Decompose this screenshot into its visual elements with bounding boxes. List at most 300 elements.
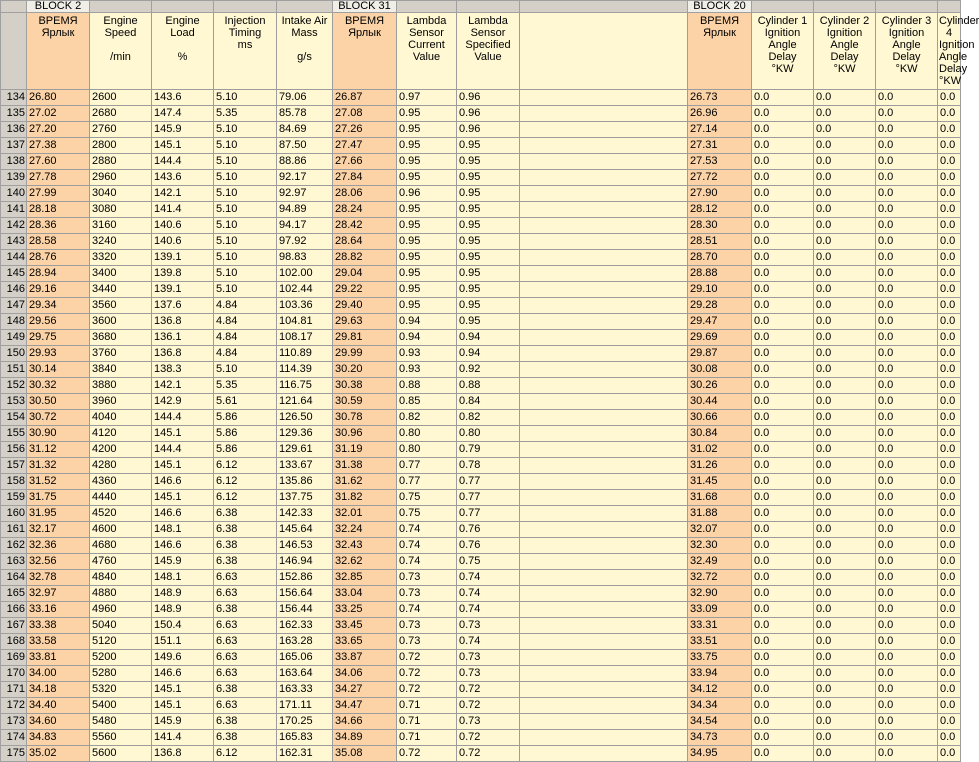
- injection-timing-cell[interactable]: 4.84: [214, 330, 277, 346]
- time-b-cell[interactable]: 28.82: [333, 250, 397, 266]
- time-a-cell[interactable]: 28.58: [27, 234, 90, 250]
- lambda-current-cell[interactable]: 0.96: [397, 186, 457, 202]
- empty-cell[interactable]: [520, 634, 688, 650]
- engine-speed-cell[interactable]: 3560: [90, 298, 152, 314]
- engine-speed-cell[interactable]: 4520: [90, 506, 152, 522]
- cylinder-3-cell[interactable]: 0.0: [876, 490, 938, 506]
- lambda-specified-cell[interactable]: 0.79: [457, 442, 520, 458]
- cylinder-3-cell[interactable]: 0.0: [876, 714, 938, 730]
- header-cylinder-3[interactable]: Cylinder 3 Ignition Angle Delay °KW: [876, 13, 938, 90]
- cylinder-2-cell[interactable]: 0.0: [814, 746, 876, 762]
- cylinder-2-cell[interactable]: 0.0: [814, 186, 876, 202]
- cylinder-1-cell[interactable]: 0.0: [752, 170, 814, 186]
- cylinder-4-cell[interactable]: 0.0: [938, 106, 961, 122]
- time-b-cell[interactable]: 33.04: [333, 586, 397, 602]
- time-b-cell[interactable]: 29.99: [333, 346, 397, 362]
- cylinder-4-cell[interactable]: 0.0: [938, 122, 961, 138]
- row-number[interactable]: 173: [1, 714, 27, 730]
- lambda-current-cell[interactable]: 0.73: [397, 586, 457, 602]
- injection-timing-cell[interactable]: 5.10: [214, 362, 277, 378]
- cylinder-2-cell[interactable]: 0.0: [814, 250, 876, 266]
- time-a-cell[interactable]: 27.60: [27, 154, 90, 170]
- lambda-current-cell[interactable]: 0.73: [397, 618, 457, 634]
- engine-speed-cell[interactable]: 3880: [90, 378, 152, 394]
- engine-speed-cell[interactable]: 5040: [90, 618, 152, 634]
- time-a-cell[interactable]: 34.18: [27, 682, 90, 698]
- cylinder-3-cell[interactable]: 0.0: [876, 106, 938, 122]
- cylinder-2-cell[interactable]: 0.0: [814, 378, 876, 394]
- injection-timing-cell[interactable]: 6.38: [214, 714, 277, 730]
- row-number[interactable]: 149: [1, 330, 27, 346]
- intake-air-mass-cell[interactable]: 163.28: [277, 634, 333, 650]
- cylinder-2-cell[interactable]: 0.0: [814, 474, 876, 490]
- lambda-current-cell[interactable]: 0.74: [397, 538, 457, 554]
- row-number[interactable]: 139: [1, 170, 27, 186]
- cylinder-1-cell[interactable]: 0.0: [752, 410, 814, 426]
- lambda-current-cell[interactable]: 0.80: [397, 442, 457, 458]
- intake-air-mass-cell[interactable]: 94.89: [277, 202, 333, 218]
- lambda-specified-cell[interactable]: 0.75: [457, 554, 520, 570]
- intake-air-mass-cell[interactable]: 103.36: [277, 298, 333, 314]
- time-b-cell[interactable]: 27.26: [333, 122, 397, 138]
- cylinder-1-cell[interactable]: 0.0: [752, 154, 814, 170]
- row-number[interactable]: 155: [1, 426, 27, 442]
- lambda-specified-cell[interactable]: 0.73: [457, 714, 520, 730]
- cylinder-4-cell[interactable]: 0.0: [938, 682, 961, 698]
- cylinder-1-cell[interactable]: 0.0: [752, 442, 814, 458]
- lambda-current-cell[interactable]: 0.95: [397, 154, 457, 170]
- row-number[interactable]: 167: [1, 618, 27, 634]
- time-c-cell[interactable]: 28.70: [688, 250, 752, 266]
- cylinder-3-cell[interactable]: 0.0: [876, 618, 938, 634]
- cylinder-1-cell[interactable]: 0.0: [752, 474, 814, 490]
- lambda-current-cell[interactable]: 0.94: [397, 330, 457, 346]
- time-c-cell[interactable]: 28.88: [688, 266, 752, 282]
- lambda-current-cell[interactable]: 0.80: [397, 426, 457, 442]
- injection-timing-cell[interactable]: 6.63: [214, 698, 277, 714]
- engine-load-cell[interactable]: 144.4: [152, 442, 214, 458]
- time-a-cell[interactable]: 29.75: [27, 330, 90, 346]
- cylinder-3-cell[interactable]: 0.0: [876, 90, 938, 106]
- engine-load-cell[interactable]: 145.1: [152, 458, 214, 474]
- intake-air-mass-cell[interactable]: 162.33: [277, 618, 333, 634]
- empty-cell[interactable]: [520, 170, 688, 186]
- cylinder-4-cell[interactable]: 0.0: [938, 138, 961, 154]
- cylinder-4-cell[interactable]: 0.0: [938, 266, 961, 282]
- cylinder-4-cell[interactable]: 0.0: [938, 346, 961, 362]
- cylinder-4-cell[interactable]: 0.0: [938, 650, 961, 666]
- cylinder-3-cell[interactable]: 0.0: [876, 602, 938, 618]
- cylinder-2-cell[interactable]: 0.0: [814, 506, 876, 522]
- time-b-cell[interactable]: 29.40: [333, 298, 397, 314]
- cylinder-3-cell[interactable]: 0.0: [876, 730, 938, 746]
- time-b-cell[interactable]: 27.47: [333, 138, 397, 154]
- cylinder-1-cell[interactable]: 0.0: [752, 714, 814, 730]
- lambda-current-cell[interactable]: 0.75: [397, 506, 457, 522]
- cylinder-2-cell[interactable]: 0.0: [814, 698, 876, 714]
- cylinder-3-cell[interactable]: 0.0: [876, 554, 938, 570]
- intake-air-mass-cell[interactable]: 165.83: [277, 730, 333, 746]
- header-cylinder-4[interactable]: Cylinder 4 Ignition Angle Delay °KW: [938, 13, 961, 90]
- injection-timing-cell[interactable]: 6.63: [214, 666, 277, 682]
- engine-speed-cell[interactable]: 3760: [90, 346, 152, 362]
- engine-load-cell[interactable]: 136.8: [152, 314, 214, 330]
- engine-speed-cell[interactable]: 3960: [90, 394, 152, 410]
- lambda-current-cell[interactable]: 0.94: [397, 314, 457, 330]
- time-c-cell[interactable]: 33.09: [688, 602, 752, 618]
- injection-timing-cell[interactable]: 5.10: [214, 234, 277, 250]
- injection-timing-cell[interactable]: 5.61: [214, 394, 277, 410]
- row-number[interactable]: 170: [1, 666, 27, 682]
- time-c-cell[interactable]: 32.49: [688, 554, 752, 570]
- cylinder-4-cell[interactable]: 0.0: [938, 570, 961, 586]
- time-a-cell[interactable]: 33.58: [27, 634, 90, 650]
- intake-air-mass-cell[interactable]: 85.78: [277, 106, 333, 122]
- empty-cell[interactable]: [520, 602, 688, 618]
- row-number[interactable]: 151: [1, 362, 27, 378]
- time-a-cell[interactable]: 29.93: [27, 346, 90, 362]
- row-number[interactable]: 161: [1, 522, 27, 538]
- lambda-current-cell[interactable]: 0.95: [397, 122, 457, 138]
- engine-speed-cell[interactable]: 3600: [90, 314, 152, 330]
- engine-load-cell[interactable]: 145.1: [152, 490, 214, 506]
- engine-speed-cell[interactable]: 3320: [90, 250, 152, 266]
- cylinder-4-cell[interactable]: 0.0: [938, 154, 961, 170]
- engine-speed-cell[interactable]: 4600: [90, 522, 152, 538]
- time-a-cell[interactable]: 27.99: [27, 186, 90, 202]
- cylinder-1-cell[interactable]: 0.0: [752, 362, 814, 378]
- engine-speed-cell[interactable]: 5480: [90, 714, 152, 730]
- time-c-cell[interactable]: 28.51: [688, 234, 752, 250]
- cylinder-1-cell[interactable]: 0.0: [752, 282, 814, 298]
- cylinder-2-cell[interactable]: 0.0: [814, 666, 876, 682]
- injection-timing-cell[interactable]: 6.38: [214, 602, 277, 618]
- lambda-current-cell[interactable]: 0.72: [397, 682, 457, 698]
- cylinder-4-cell[interactable]: 0.0: [938, 698, 961, 714]
- time-a-cell[interactable]: 30.72: [27, 410, 90, 426]
- empty-cell[interactable]: [520, 458, 688, 474]
- injection-timing-cell[interactable]: 5.10: [214, 282, 277, 298]
- injection-timing-cell[interactable]: 6.63: [214, 650, 277, 666]
- time-c-cell[interactable]: 32.30: [688, 538, 752, 554]
- empty-cell[interactable]: [520, 474, 688, 490]
- injection-timing-cell[interactable]: 6.38: [214, 506, 277, 522]
- engine-load-cell[interactable]: 145.9: [152, 122, 214, 138]
- row-number[interactable]: 140: [1, 186, 27, 202]
- cylinder-4-cell[interactable]: 0.0: [938, 282, 961, 298]
- cylinder-3-cell[interactable]: 0.0: [876, 426, 938, 442]
- lambda-specified-cell[interactable]: 0.95: [457, 314, 520, 330]
- time-a-cell[interactable]: 32.97: [27, 586, 90, 602]
- lambda-specified-cell[interactable]: 0.95: [457, 154, 520, 170]
- cylinder-1-cell[interactable]: 0.0: [752, 186, 814, 202]
- engine-load-cell[interactable]: 151.1: [152, 634, 214, 650]
- cylinder-3-cell[interactable]: 0.0: [876, 634, 938, 650]
- engine-load-cell[interactable]: 146.6: [152, 538, 214, 554]
- lambda-current-cell[interactable]: 0.71: [397, 730, 457, 746]
- intake-air-mass-cell[interactable]: 146.53: [277, 538, 333, 554]
- time-b-cell[interactable]: 31.38: [333, 458, 397, 474]
- injection-timing-cell[interactable]: 5.10: [214, 186, 277, 202]
- row-number[interactable]: 142: [1, 218, 27, 234]
- lambda-specified-cell[interactable]: 0.96: [457, 90, 520, 106]
- engine-load-cell[interactable]: 146.6: [152, 666, 214, 682]
- time-c-cell[interactable]: 26.96: [688, 106, 752, 122]
- time-a-cell[interactable]: 27.38: [27, 138, 90, 154]
- time-a-cell[interactable]: 27.20: [27, 122, 90, 138]
- cylinder-2-cell[interactable]: 0.0: [814, 314, 876, 330]
- engine-speed-cell[interactable]: 4120: [90, 426, 152, 442]
- time-c-cell[interactable]: 31.45: [688, 474, 752, 490]
- block-label-a[interactable]: BLOCK 2: [27, 1, 90, 13]
- engine-speed-cell[interactable]: 2680: [90, 106, 152, 122]
- time-c-cell[interactable]: 30.66: [688, 410, 752, 426]
- row-number[interactable]: 157: [1, 458, 27, 474]
- time-c-cell[interactable]: 29.87: [688, 346, 752, 362]
- engine-speed-cell[interactable]: 3840: [90, 362, 152, 378]
- empty-cell[interactable]: [520, 90, 688, 106]
- empty-cell[interactable]: [520, 522, 688, 538]
- lambda-specified-cell[interactable]: 0.95: [457, 170, 520, 186]
- intake-air-mass-cell[interactable]: 108.17: [277, 330, 333, 346]
- cylinder-4-cell[interactable]: 0.0: [938, 394, 961, 410]
- row-number[interactable]: 141: [1, 202, 27, 218]
- cylinder-3-cell[interactable]: 0.0: [876, 282, 938, 298]
- cylinder-2-cell[interactable]: 0.0: [814, 282, 876, 298]
- lambda-specified-cell[interactable]: 0.72: [457, 746, 520, 762]
- engine-speed-cell[interactable]: 4960: [90, 602, 152, 618]
- cylinder-4-cell[interactable]: 0.0: [938, 218, 961, 234]
- cylinder-3-cell[interactable]: 0.0: [876, 218, 938, 234]
- lambda-specified-cell[interactable]: 0.95: [457, 266, 520, 282]
- cylinder-1-cell[interactable]: 0.0: [752, 234, 814, 250]
- cylinder-4-cell[interactable]: 0.0: [938, 474, 961, 490]
- cylinder-3-cell[interactable]: 0.0: [876, 362, 938, 378]
- lambda-specified-cell[interactable]: 0.73: [457, 650, 520, 666]
- cylinder-4-cell[interactable]: 0.0: [938, 186, 961, 202]
- engine-speed-cell[interactable]: 3680: [90, 330, 152, 346]
- cylinder-2-cell[interactable]: 0.0: [814, 410, 876, 426]
- time-b-cell[interactable]: 35.08: [333, 746, 397, 762]
- engine-load-cell[interactable]: 137.6: [152, 298, 214, 314]
- empty-cell[interactable]: [520, 682, 688, 698]
- lambda-current-cell[interactable]: 0.85: [397, 394, 457, 410]
- row-number[interactable]: 156: [1, 442, 27, 458]
- engine-speed-cell[interactable]: 5120: [90, 634, 152, 650]
- header-time-c[interactable]: ВРЕМЯ Ярлык: [688, 13, 752, 90]
- engine-speed-cell[interactable]: 4280: [90, 458, 152, 474]
- row-number[interactable]: 159: [1, 490, 27, 506]
- engine-load-cell[interactable]: 145.1: [152, 698, 214, 714]
- time-c-cell[interactable]: 29.10: [688, 282, 752, 298]
- time-b-cell[interactable]: 27.08: [333, 106, 397, 122]
- cylinder-4-cell[interactable]: 0.0: [938, 618, 961, 634]
- injection-timing-cell[interactable]: 6.38: [214, 682, 277, 698]
- cylinder-3-cell[interactable]: 0.0: [876, 298, 938, 314]
- engine-load-cell[interactable]: 136.1: [152, 330, 214, 346]
- cylinder-2-cell[interactable]: 0.0: [814, 154, 876, 170]
- cylinder-3-cell[interactable]: 0.0: [876, 250, 938, 266]
- engine-load-cell[interactable]: 148.9: [152, 586, 214, 602]
- lambda-specified-cell[interactable]: 0.77: [457, 490, 520, 506]
- cylinder-2-cell[interactable]: 0.0: [814, 330, 876, 346]
- intake-air-mass-cell[interactable]: 142.33: [277, 506, 333, 522]
- cylinder-1-cell[interactable]: 0.0: [752, 746, 814, 762]
- intake-air-mass-cell[interactable]: 135.86: [277, 474, 333, 490]
- cylinder-4-cell[interactable]: 0.0: [938, 458, 961, 474]
- empty-cell[interactable]: [520, 746, 688, 762]
- intake-air-mass-cell[interactable]: 102.00: [277, 266, 333, 282]
- lambda-current-cell[interactable]: 0.72: [397, 666, 457, 682]
- injection-timing-cell[interactable]: 4.84: [214, 314, 277, 330]
- time-c-cell[interactable]: 28.30: [688, 218, 752, 234]
- empty-cell[interactable]: [520, 282, 688, 298]
- engine-speed-cell[interactable]: 3440: [90, 282, 152, 298]
- engine-load-cell[interactable]: 136.8: [152, 746, 214, 762]
- intake-air-mass-cell[interactable]: 98.83: [277, 250, 333, 266]
- row-number[interactable]: 148: [1, 314, 27, 330]
- time-c-cell[interactable]: 32.90: [688, 586, 752, 602]
- lambda-current-cell[interactable]: 0.73: [397, 634, 457, 650]
- cylinder-3-cell[interactable]: 0.0: [876, 682, 938, 698]
- intake-air-mass-cell[interactable]: 92.17: [277, 170, 333, 186]
- cylinder-4-cell[interactable]: 0.0: [938, 90, 961, 106]
- time-a-cell[interactable]: 35.02: [27, 746, 90, 762]
- injection-timing-cell[interactable]: 6.12: [214, 746, 277, 762]
- injection-timing-cell[interactable]: 6.38: [214, 554, 277, 570]
- intake-air-mass-cell[interactable]: 92.97: [277, 186, 333, 202]
- intake-air-mass-cell[interactable]: 88.86: [277, 154, 333, 170]
- lambda-specified-cell[interactable]: 0.95: [457, 218, 520, 234]
- row-number[interactable]: 146: [1, 282, 27, 298]
- cylinder-4-cell[interactable]: 0.0: [938, 602, 961, 618]
- engine-speed-cell[interactable]: 3160: [90, 218, 152, 234]
- time-c-cell[interactable]: 27.72: [688, 170, 752, 186]
- cylinder-4-cell[interactable]: 0.0: [938, 506, 961, 522]
- cylinder-2-cell[interactable]: 0.0: [814, 138, 876, 154]
- cylinder-3-cell[interactable]: 0.0: [876, 122, 938, 138]
- intake-air-mass-cell[interactable]: 87.50: [277, 138, 333, 154]
- cylinder-1-cell[interactable]: 0.0: [752, 458, 814, 474]
- cylinder-3-cell[interactable]: 0.0: [876, 154, 938, 170]
- lambda-specified-cell[interactable]: 0.78: [457, 458, 520, 474]
- intake-air-mass-cell[interactable]: 126.50: [277, 410, 333, 426]
- lambda-specified-cell[interactable]: 0.95: [457, 138, 520, 154]
- time-c-cell[interactable]: 29.28: [688, 298, 752, 314]
- cylinder-1-cell[interactable]: 0.0: [752, 618, 814, 634]
- intake-air-mass-cell[interactable]: 97.92: [277, 234, 333, 250]
- cylinder-2-cell[interactable]: 0.0: [814, 458, 876, 474]
- time-c-cell[interactable]: 32.07: [688, 522, 752, 538]
- time-b-cell[interactable]: 33.45: [333, 618, 397, 634]
- time-a-cell[interactable]: 27.78: [27, 170, 90, 186]
- time-a-cell[interactable]: 30.50: [27, 394, 90, 410]
- lambda-specified-cell[interactable]: 0.95: [457, 282, 520, 298]
- cylinder-2-cell[interactable]: 0.0: [814, 586, 876, 602]
- time-a-cell[interactable]: 32.78: [27, 570, 90, 586]
- empty-cell[interactable]: [520, 570, 688, 586]
- lambda-specified-cell[interactable]: 0.80: [457, 426, 520, 442]
- time-b-cell[interactable]: 34.06: [333, 666, 397, 682]
- cylinder-3-cell[interactable]: 0.0: [876, 522, 938, 538]
- lambda-specified-cell[interactable]: 0.88: [457, 378, 520, 394]
- time-a-cell[interactable]: 34.60: [27, 714, 90, 730]
- cylinder-4-cell[interactable]: 0.0: [938, 586, 961, 602]
- time-b-cell[interactable]: 34.66: [333, 714, 397, 730]
- engine-load-cell[interactable]: 145.1: [152, 426, 214, 442]
- time-c-cell[interactable]: 27.31: [688, 138, 752, 154]
- empty-cell[interactable]: [520, 202, 688, 218]
- lambda-current-cell[interactable]: 0.95: [397, 218, 457, 234]
- intake-air-mass-cell[interactable]: 162.31: [277, 746, 333, 762]
- time-c-cell[interactable]: 30.44: [688, 394, 752, 410]
- engine-speed-cell[interactable]: 4040: [90, 410, 152, 426]
- row-number[interactable]: 134: [1, 90, 27, 106]
- engine-load-cell[interactable]: 140.6: [152, 234, 214, 250]
- lambda-specified-cell[interactable]: 0.74: [457, 634, 520, 650]
- intake-air-mass-cell[interactable]: 79.06: [277, 90, 333, 106]
- cylinder-2-cell[interactable]: 0.0: [814, 298, 876, 314]
- intake-air-mass-cell[interactable]: 145.64: [277, 522, 333, 538]
- intake-air-mass-cell[interactable]: 146.94: [277, 554, 333, 570]
- cylinder-1-cell[interactable]: 0.0: [752, 730, 814, 746]
- cylinder-2-cell[interactable]: 0.0: [814, 490, 876, 506]
- intake-air-mass-cell[interactable]: 94.17: [277, 218, 333, 234]
- engine-speed-cell[interactable]: 4200: [90, 442, 152, 458]
- engine-speed-cell[interactable]: 5200: [90, 650, 152, 666]
- engine-load-cell[interactable]: 141.4: [152, 202, 214, 218]
- time-b-cell[interactable]: 33.87: [333, 650, 397, 666]
- time-b-cell[interactable]: 30.20: [333, 362, 397, 378]
- cylinder-2-cell[interactable]: 0.0: [814, 714, 876, 730]
- cylinder-3-cell[interactable]: 0.0: [876, 314, 938, 330]
- row-number[interactable]: 166: [1, 602, 27, 618]
- engine-speed-cell[interactable]: 4760: [90, 554, 152, 570]
- cylinder-1-cell[interactable]: 0.0: [752, 506, 814, 522]
- lambda-specified-cell[interactable]: 0.94: [457, 330, 520, 346]
- time-a-cell[interactable]: 30.14: [27, 362, 90, 378]
- cylinder-2-cell[interactable]: 0.0: [814, 442, 876, 458]
- intake-air-mass-cell[interactable]: 110.89: [277, 346, 333, 362]
- injection-timing-cell[interactable]: 6.38: [214, 522, 277, 538]
- cylinder-1-cell[interactable]: 0.0: [752, 698, 814, 714]
- time-b-cell[interactable]: 32.62: [333, 554, 397, 570]
- time-b-cell[interactable]: 28.24: [333, 202, 397, 218]
- time-c-cell[interactable]: 27.14: [688, 122, 752, 138]
- lambda-current-cell[interactable]: 0.71: [397, 698, 457, 714]
- time-a-cell[interactable]: 28.94: [27, 266, 90, 282]
- row-number[interactable]: 162: [1, 538, 27, 554]
- engine-load-cell[interactable]: 150.4: [152, 618, 214, 634]
- time-c-cell[interactable]: 32.72: [688, 570, 752, 586]
- engine-load-cell[interactable]: 136.8: [152, 346, 214, 362]
- time-a-cell[interactable]: 29.56: [27, 314, 90, 330]
- empty-cell[interactable]: [520, 650, 688, 666]
- intake-air-mass-cell[interactable]: 152.86: [277, 570, 333, 586]
- empty-cell[interactable]: [520, 618, 688, 634]
- lambda-current-cell[interactable]: 0.74: [397, 602, 457, 618]
- cylinder-2-cell[interactable]: 0.0: [814, 554, 876, 570]
- row-number[interactable]: 163: [1, 554, 27, 570]
- cylinder-1-cell[interactable]: 0.0: [752, 586, 814, 602]
- cylinder-3-cell[interactable]: 0.0: [876, 506, 938, 522]
- injection-timing-cell[interactable]: 5.10: [214, 90, 277, 106]
- engine-load-cell[interactable]: 139.1: [152, 250, 214, 266]
- row-number[interactable]: 152: [1, 378, 27, 394]
- engine-speed-cell[interactable]: 4360: [90, 474, 152, 490]
- lambda-current-cell[interactable]: 0.77: [397, 474, 457, 490]
- lambda-specified-cell[interactable]: 0.74: [457, 586, 520, 602]
